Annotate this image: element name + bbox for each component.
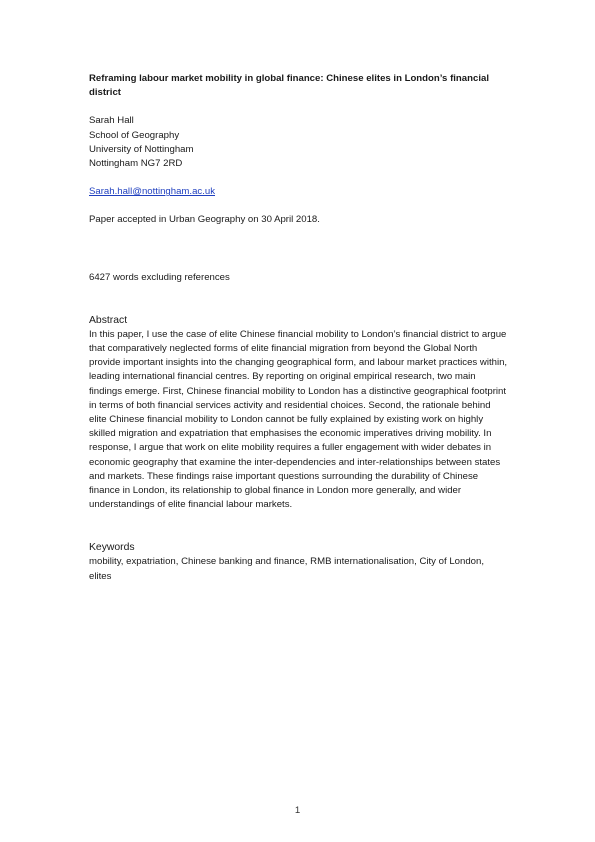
paper-title: Reframing labour market mobility in global finance: Chinese elites in London’s financial district	[89, 73, 489, 99]
keywords-body: mobility, expatriation, Chinese banking and finance, RMB internationalisation, City of London, elites	[89, 556, 484, 582]
author-email-link[interactable]: Sarah.hall@nottingham.ac.uk	[89, 186, 216, 198]
page-content	[89, 72, 509, 584]
author-name: Sarah Hall	[89, 115, 134, 127]
author-institution: University of Nottingham	[89, 143, 194, 155]
keywords-heading: Keywords	[89, 542, 135, 554]
author-address: Nottingham NG7 2RD	[89, 158, 183, 170]
author-department: School of Geography	[89, 129, 180, 141]
abstract-heading: Abstract	[89, 314, 128, 326]
abstract-body: In this paper, I use the case of elite Chinese financial mobility to London’s financial district to argue that comparatively neglected forms of elite financial migration from beyond the Global North provide important insights into the changing geographical form, and labour market practices within, leading international financial centres. By reporting on original empirical research, two main findings emerge. First, Chinese financial mobility to London has a distinctive geographical footprint in terms of both financial services activity and residential choices. Second, the rationale behind elite Chinese financial mobility to London cannot be fully explained by existing work on highly skilled migration and expatriation that emphasises the economic imperatives driving mobility. In response, I argue that work on elite mobility requires a fuller engagement with wider debates in economic geography that examine the inter-dependencies and inter-relationships between states and markets. These findings raise important questions surrounding the durability of Chinese finance in London, its relationship to global finance in London more generally, and wider understandings of elite financial labour markets.	[89, 328, 508, 511]
page-number: 1	[294, 805, 301, 816]
word-count: 6427 words excluding references	[89, 271, 230, 283]
author-block	[89, 114, 509, 171]
acceptance-note: Paper accepted in Urban Geography on 30 April 2018.	[89, 214, 320, 226]
